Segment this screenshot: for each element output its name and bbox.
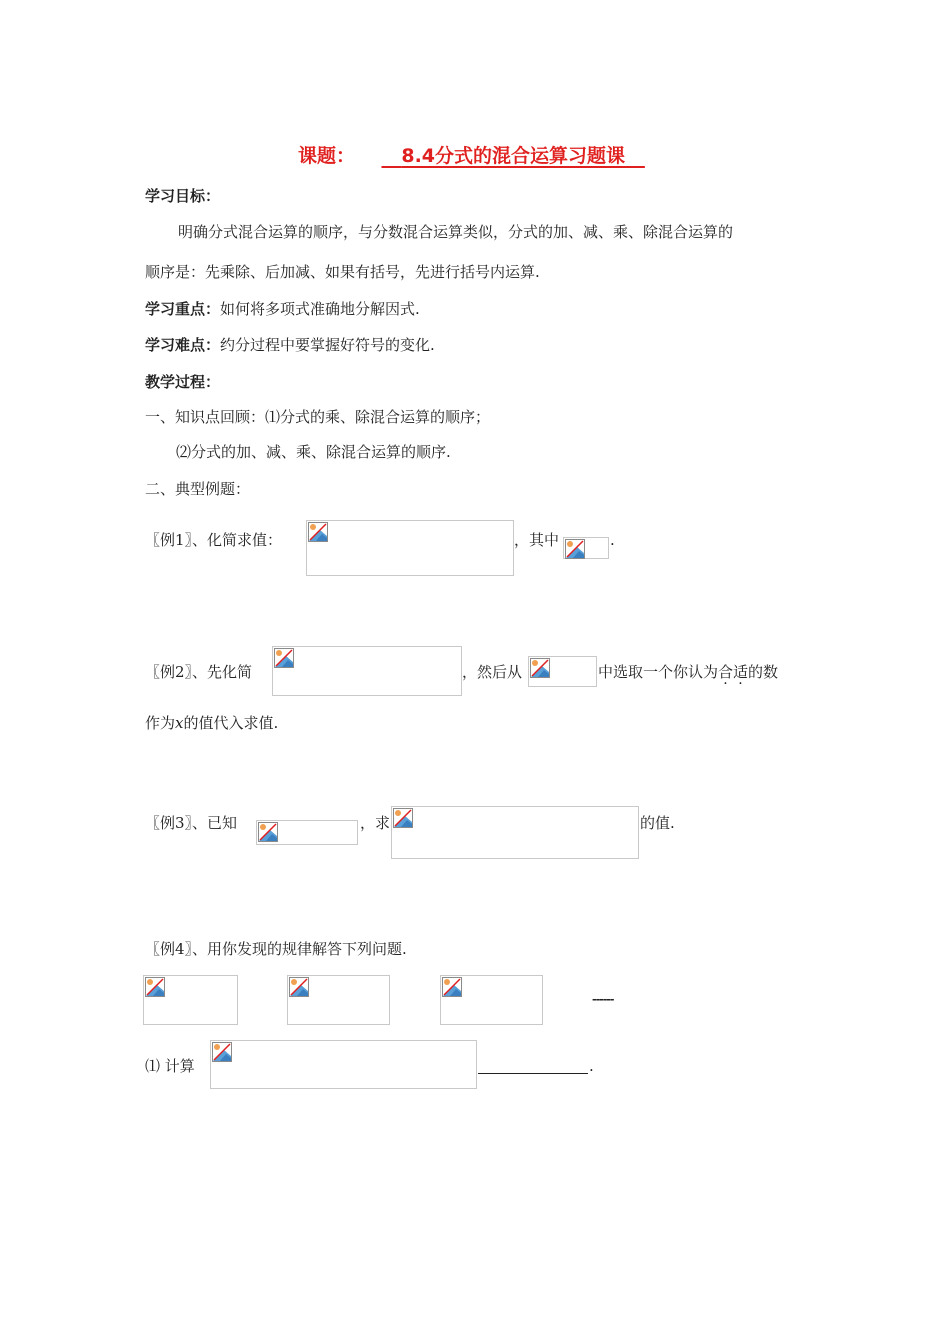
image-placeholder-icon	[274, 648, 294, 668]
ex2-mid: ，然后从	[462, 663, 523, 681]
image-placeholder-icon	[308, 522, 328, 542]
ex3-end: 的值.	[640, 814, 675, 832]
ex1-mid: ，其中	[514, 531, 560, 549]
image-placeholder-icon	[442, 977, 462, 997]
image-placeholder-icon	[212, 1042, 232, 1062]
image-placeholder-icon	[565, 539, 585, 559]
key-point	[145, 299, 420, 319]
difficulty-point	[145, 335, 435, 355]
review-line2: ⑵分式的加、减、乘、除混合运算的顺序.	[176, 443, 451, 461]
difficulty-label: 学习难点：	[145, 336, 221, 354]
key-text: 如何将多项式准确地分解因式.	[220, 300, 420, 318]
ex2-label: 〖例2〗、先化简	[145, 663, 253, 681]
ex2-line2: 作为x的值代入求值.	[145, 714, 279, 732]
ex4-ellipsis: ------	[592, 993, 614, 1006]
image-placeholder-icon	[530, 658, 550, 678]
ex2-after: 中选取一个你认为合适的数	[598, 663, 779, 681]
ex1-formula-image	[306, 520, 514, 576]
title-prefix: 课题：	[298, 145, 356, 167]
q1-end: .	[589, 1057, 594, 1075]
ex3-mid: ，求	[360, 814, 391, 832]
goal-text-line1: 明确分式混合运算的顺序，与分数混合运算类似，分式的加、减、乘、除混合运算的	[178, 223, 734, 241]
q1-expression-image	[210, 1040, 477, 1089]
image-placeholder-icon	[145, 977, 165, 997]
ex4-pattern-image-3	[440, 975, 543, 1025]
difficulty-text: 约分过程中要掌握好符号的变化.	[220, 336, 435, 354]
goal-label: 学习目标：	[145, 187, 221, 205]
ex4-pattern-image-2	[287, 975, 390, 1025]
page-title	[298, 144, 645, 168]
process-label: 教学过程：	[145, 373, 221, 391]
ex4-pattern-image-1	[143, 975, 238, 1025]
ex3-expression-image	[391, 806, 639, 859]
emphasis-char: 合	[718, 663, 734, 681]
examples-heading: 二、典型例题：	[145, 480, 251, 498]
ex3-label: 〖例3〗、已知	[145, 814, 238, 832]
image-placeholder-icon	[289, 977, 309, 997]
answer-blank	[478, 1072, 588, 1074]
ex4-label: 〖例4〗、用你发现的规律解答下列问题.	[145, 940, 407, 958]
ex3-given-image	[256, 820, 358, 845]
key-label: 学习重点：	[145, 300, 221, 318]
variable-x: x	[175, 714, 184, 732]
emphasis-char: 适	[733, 663, 749, 681]
image-placeholder-icon	[258, 822, 278, 842]
ex1-label: 〖例1〗、化简求值：	[145, 531, 283, 549]
review-line1: 一、知识点回顾：⑴分式的乘、除混合运算的顺序；	[145, 408, 491, 426]
image-placeholder-icon	[393, 808, 413, 828]
ex2-range-image	[528, 656, 597, 687]
ex1-end: .	[610, 531, 615, 549]
title-topic: 8.4分式的混合运算习题课	[401, 145, 626, 167]
ex1-condition-image	[563, 537, 609, 559]
goal-text-line2: 顺序是：先乘除、后加减、如果有括号，先进行括号内运算.	[145, 263, 540, 281]
ex2-formula-image	[272, 646, 462, 696]
q1-label: ⑴ 计算	[145, 1057, 195, 1075]
